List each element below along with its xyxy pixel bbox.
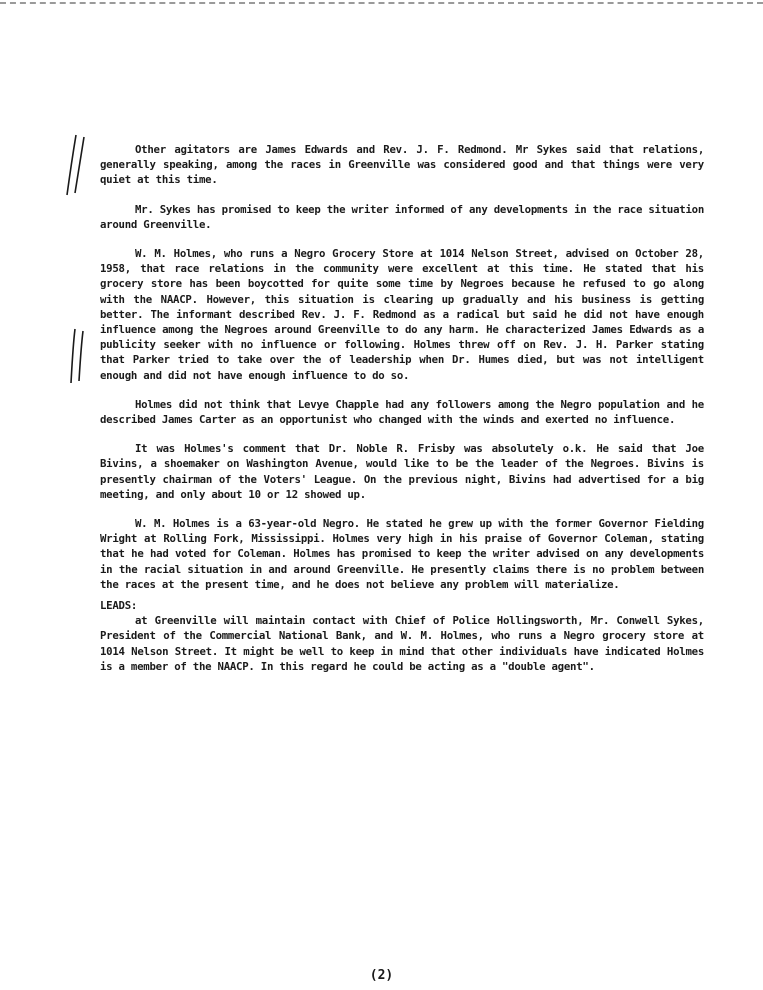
page-number: (2) — [369, 968, 394, 983]
paragraph: Holmes did not think that Levye Chapple had any followers among the Negro population and he described James Carter as an opportunist who changed with the winds and exerted no influence. — [100, 397, 704, 427]
paragraph: W. M. Holmes, who runs a Negro Grocery Store at 1014 Nelson Street, advised on October 28, 1958, that race relations in the community were excellent at this time. He stated that his grocery store has been boycotted for quite some time by Negroes because he refused to go along with the NAACP. However, this situation is clearing up gradually and his business is getting better. The informant described Rev. J. F. Redmond as a radical but said he did not have enough influence among the Negroes around Greenville to do any harm. He characterized James Edwards as a publicity seeker with no influence or following. Holmes threw off on Rev. J. H. Parker stating that Parker tried to take over the of leadership when Dr. Humes died, but was not intelligent enough and did not have enough influence to do so. — [100, 247, 704, 382]
leads-heading: LEADS: — [100, 599, 138, 613]
page-top-edge — [0, 2, 763, 4]
paragraph: Other agitators are James Edwards and Rev. J. F. Redmond. Mr Sykes said that relations, generally speaking, among the races in Greenville was considered good and that things were very quiet at this time. — [100, 143, 704, 187]
paragraph: W. M. Holmes is a 63-year-old Negro. He stated he grew up with the former Governor Fielding Wright at Rolling Fork, Mississippi. Holmes very high in his praise of Governor Coleman, stating that he had voted for Coleman. Holmes has promised to keep the writer advised on any developments in the racial situation in and around Greenville. He presently claims there is no problem between the races at the present time, and he does not believe any problem will materialize. — [100, 517, 704, 591]
handwritten-margin-mark — [63, 327, 89, 385]
leads-paragraph: at Greenville will maintain contact with Chief of Police Hollingsworth, Mr. Conwell Sykes, President of the Commercial National Bank, and W. M. Holmes, who runs a Negro grocery store at 1014 Nelson Street. It might be well to keep in mind that other individuals have indicated Holmes is a member of the NAACP. In this regard he could be acting as a "double agent". — [100, 614, 704, 673]
paragraph: It was Holmes's comment that Dr. Noble R. Frisby was absolutely o.k. He said that Joe Bivins, a shoemaker on Washington Avenue, would like to be the leader of the Negroes. Bivins is presently chairman of the Voters' League. On the previous night, Bivins had advertised for a big meeting, and only about 10 or 12 showed up. — [100, 442, 704, 501]
paragraph: Mr. Sykes has promised to keep the writer informed of any developments in the race situation around Greenville. — [100, 202, 704, 231]
document-body — [100, 142, 704, 688]
handwritten-margin-mark — [62, 133, 88, 197]
